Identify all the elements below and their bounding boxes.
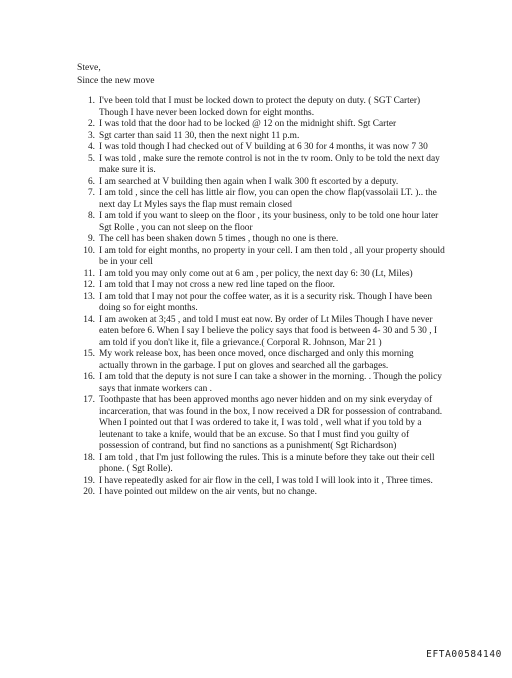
- list-item-number: 12.: [83, 280, 95, 290]
- list-item: [73, 177, 445, 189]
- list-item-number: 20.: [83, 487, 95, 497]
- list-item-text: I am searched at V building then again when I walk 300 ft escorted by a deputy.: [99, 176, 399, 187]
- list-item: [73, 349, 445, 372]
- list-item-text: I was told that the door had to be locked @ 12 on the midnight shift. Sgt Carter: [99, 119, 397, 129]
- list-item-number: 15.: [83, 349, 95, 359]
- list-item: [73, 96, 445, 119]
- list-item-text: I was told , make sure the remote control is not in the tv room. Only to be told the next day make sure it is.: [99, 153, 440, 175]
- list-item-text: My work release box, has been once moved, once discharged and only this morning actually thrown in the garbage. I put on gloves and searched all the garbages.: [99, 349, 414, 371]
- document-id-stamp: EFTA00584140: [426, 649, 502, 660]
- list-item-text: Sgt carter than said 11 30, then the next night 11 p.m.: [99, 130, 300, 141]
- list-item-text: I am told that I may not cross a new red line taped on the floor.: [99, 280, 335, 290]
- list-item-number: 4.: [87, 142, 95, 152]
- list-item-text: Toothpaste that has been approved months ago never hidden and on my sink everyday of incarceration, that was found in the box, I now received a DR for possession of contraband. When I pointed out that I was ordered to take it, I was told , well what if you told by a leutenant to take a knife, would that be an excuse. So that I must find you guilty of possession of contrand, but find no sanctions as a punishment( Sgt Richardson): [99, 395, 443, 451]
- list-item: [73, 246, 445, 269]
- list-item: [73, 154, 445, 177]
- list-item: [73, 119, 445, 131]
- list-item-number: 17.: [83, 395, 95, 405]
- list-item-text: I've been told that I must be locked down to protect the deputy on duty. ( SGT Carter) Though I have never been locked down for eight months.: [99, 96, 421, 118]
- list-item: [73, 487, 445, 499]
- list-item: [73, 453, 445, 476]
- list-item-text: I am told , that I'm just following the rules. This is a minute before they take out their cell phone. ( Sgt Rolle).: [99, 452, 435, 474]
- list-item: [73, 269, 445, 281]
- list-item-text: I am told if you want to sleep on the floor , its your business, only to be told one hour later Sgt Rolle , you can not sleep on the floor: [99, 211, 439, 233]
- intro-line: Since the new move: [77, 74, 155, 86]
- list-item-number: 19.: [83, 475, 95, 486]
- list-item-number: 14.: [83, 314, 95, 325]
- list-item: [73, 315, 445, 350]
- list-item: [73, 395, 445, 453]
- list-item-text: I am told for eight months, no property in your cell. I am then told , all your property should be in your cell: [99, 245, 445, 267]
- list-item: [73, 211, 445, 234]
- list-item-number: 10.: [83, 245, 95, 256]
- list-item: [73, 476, 445, 488]
- list-item: [73, 280, 445, 292]
- list-item-text: I was told though I had checked out of V building at 6 30 for 4 months, it was now 7 30: [99, 142, 428, 152]
- list-item-number: 2.: [87, 119, 95, 129]
- list-item: [73, 142, 445, 154]
- list-item-text: I am told that I may not pour the coffee water, as it is a security risk. Though I have been doing so for eight months.: [99, 291, 433, 313]
- list-item-text: I am awoken at 3;45 , and told I must eat now. By order of Lt Miles Though I have never eaten before 6. When I say I believe the policy says that food is between 4- 30 and 5 30 , I am told if you don't like it, file a grievance.( Corporal R. Johnson, Mar 21 ): [99, 314, 437, 348]
- numbered-list: [73, 96, 445, 499]
- salutation: Steve,: [77, 62, 101, 73]
- list-item-text: I am told that the deputy is not sure I can take a shower in the morning. . Though the policy says that inmate workers can .: [99, 372, 442, 394]
- list-item: [73, 372, 445, 395]
- list-item-number: 18.: [83, 452, 95, 463]
- list-item-number: 11.: [83, 268, 95, 279]
- list-item-text: I am told , since the cell has little air flow, you can open the chow flap(vassolaii LT. ).. the next day Lt Myles says the flap must remain closed: [99, 188, 437, 210]
- list-item-number: 1.: [87, 96, 95, 106]
- list-item: [73, 188, 445, 211]
- list-item: [73, 292, 445, 315]
- list-item-number: 6.: [87, 176, 95, 187]
- list-item-number: 8.: [87, 211, 95, 221]
- list-item: [73, 131, 445, 143]
- letter-greeting: [77, 62, 155, 87]
- list-item-text: I am told you may only come out at 6 am , per policy, the next day 6: 30 (Lt, Miles): [99, 268, 413, 279]
- list-item-number: 9.: [87, 234, 95, 244]
- list-item-text: I have repeatedly asked for air flow in the cell, I was told I will look into it , Three times.: [99, 475, 433, 486]
- list-item-text: The cell has been shaken down 5 times , though no one is there.: [99, 234, 339, 244]
- list-item-text: I have pointed out mildew on the air vents, but no change.: [99, 487, 317, 497]
- list-item-number: 5.: [87, 153, 95, 164]
- list-item-number: 13.: [83, 291, 95, 302]
- list-item-number: 3.: [87, 130, 95, 141]
- list-item-number: 16.: [83, 372, 95, 382]
- list-item-number: 7.: [87, 188, 95, 198]
- list-item: [73, 234, 445, 246]
